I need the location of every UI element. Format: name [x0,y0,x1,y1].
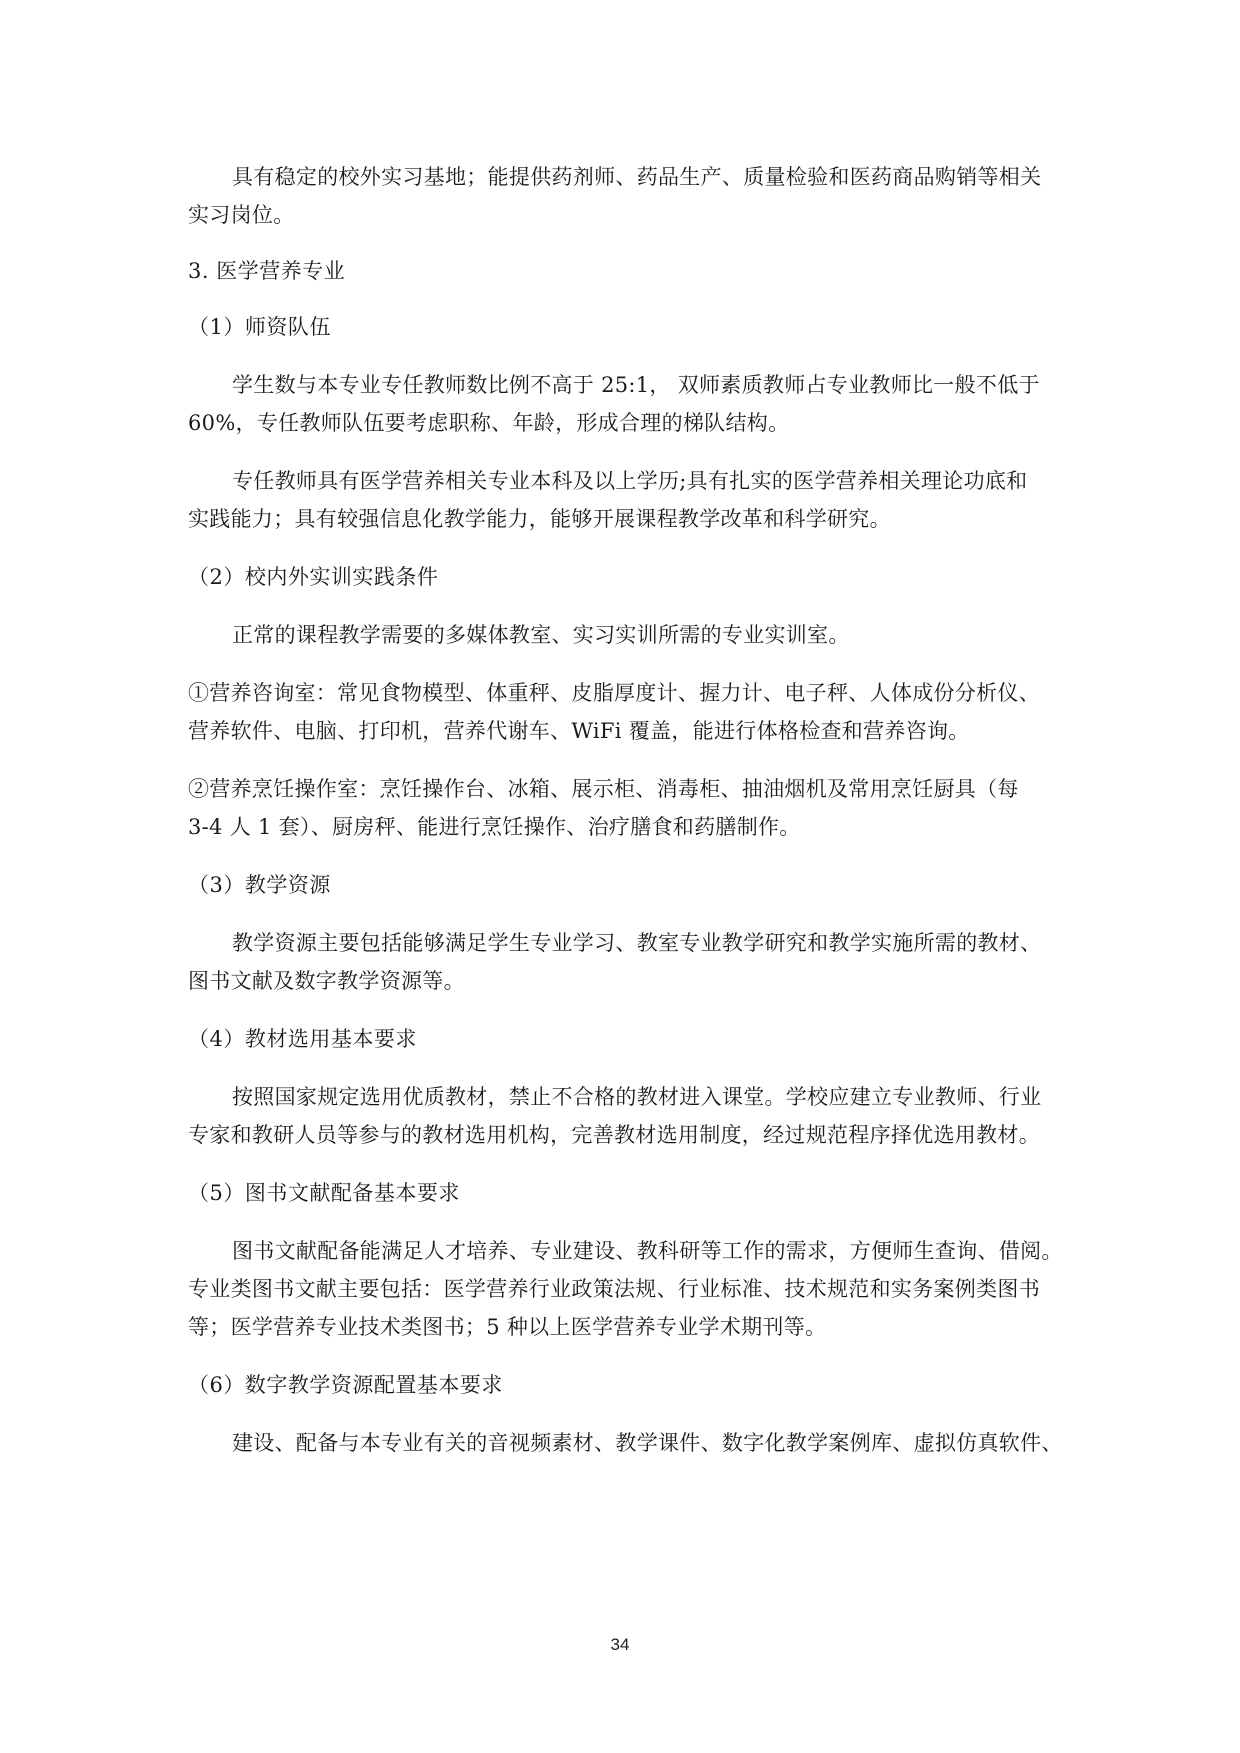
text-line: 图书文献配备能满足人才培养、专业建设、教科研等工作的需求，方便师生查询、借阅。 [232,1239,1063,1263]
text-line: 学生数与本专业专任教师数比例不高于 25:1， 双师素质教师占专业教师比一般不低于 [232,373,1040,397]
subheading-training-conditions: （2）校内外实训实践条件 [188,565,439,589]
text-line: 具有稳定的校外实习基地；能提供药剂师、药品生产、质量检验和医药商品购销等相关 [232,165,1042,189]
section-heading-medical-nutrition: 3. 医学营养专业 [188,259,346,283]
text-line: 3-4 人 1 套）、厨房秤、能进行烹饪操作、治疗膳食和药膳制作。 [188,815,801,839]
subheading-library-resources: （5）图书文献配备基本要求 [188,1181,460,1205]
paragraph-teacher-qualifications [188,462,1058,538]
text-line: 图书文献及数字教学资源等。 [188,969,465,993]
text-line: 实践能力；具有较强信息化教学能力，能够开展课程教学改革和科学研究。 [188,507,891,531]
paragraph-library-resources [188,1232,1063,1346]
paragraph-internship-base [188,158,1058,234]
paragraph-teaching-resources [188,924,1058,1000]
text-line: 专家和教研人员等参与的教材选用机构，完善教材选用制度，经过规范程序择优选用教材。 [188,1123,1040,1147]
page-content [188,158,1063,1462]
text-line: 按照国家规定选用优质教材，禁止不合格的教材进入课堂。学校应建立专业教师、行业 [232,1085,1042,1109]
text-line: ①营养咨询室：常见食物模型、体重秤、皮脂厚度计、握力计、电子秤、人体成份分析仪、 [188,681,1040,705]
text-line: 教学资源主要包括能够满足学生专业学习、教室专业教学研究和教学实施所需的教材、 [232,931,1042,955]
paragraph-classrooms [188,616,1058,654]
text-line: 建设、配备与本专业有关的音视频素材、教学课件、数字化教学案例库、虚拟仿真软件、 [232,1431,1063,1455]
subheading-digital-resources: （6）数字教学资源配置基本要求 [188,1373,503,1397]
paragraph-cooking-room [188,770,1058,846]
subheading-faculty: （1）师资队伍 [188,315,331,339]
subheading-textbook-selection: （4）教材选用基本要求 [188,1027,417,1051]
text-line: 60%，专任教师队伍要考虑职称、年龄，形成合理的梯队结构。 [188,411,790,435]
paragraph-textbook-selection [188,1078,1058,1154]
page-number: 34 [610,1635,630,1654]
text-line: 等；医学营养专业技术类图书；5 种以上医学营养专业学术期刊等。 [188,1315,827,1339]
text-line: 专业类图书文献主要包括：医学营养行业政策法规、行业标准、技术规范和实务案例类图书 [188,1277,1040,1301]
text-line: ②营养烹饪操作室：烹饪操作台、冰箱、展示柜、消毒柜、抽油烟机及常用烹饪厨具（每 [188,777,1019,801]
paragraph-digital-resources [188,1424,1063,1462]
text-line: 正常的课程教学需要的多媒体教室、实习实训所需的专业实训室。 [232,623,850,647]
paragraph-nutrition-consulting-room [188,674,1058,750]
text-line: 营养软件、电脑、打印机，营养代谢车、WiFi 覆盖，能进行体格检查和营养咨询。 [188,719,970,743]
subheading-teaching-resources: （3）教学资源 [188,873,331,897]
text-line: 专任教师具有医学营养相关专业本科及以上学历;具有扎实的医学营养相关理论功底和 [232,469,1028,493]
paragraph-student-teacher-ratio [188,366,1058,442]
text-line: 实习岗位。 [188,203,295,227]
